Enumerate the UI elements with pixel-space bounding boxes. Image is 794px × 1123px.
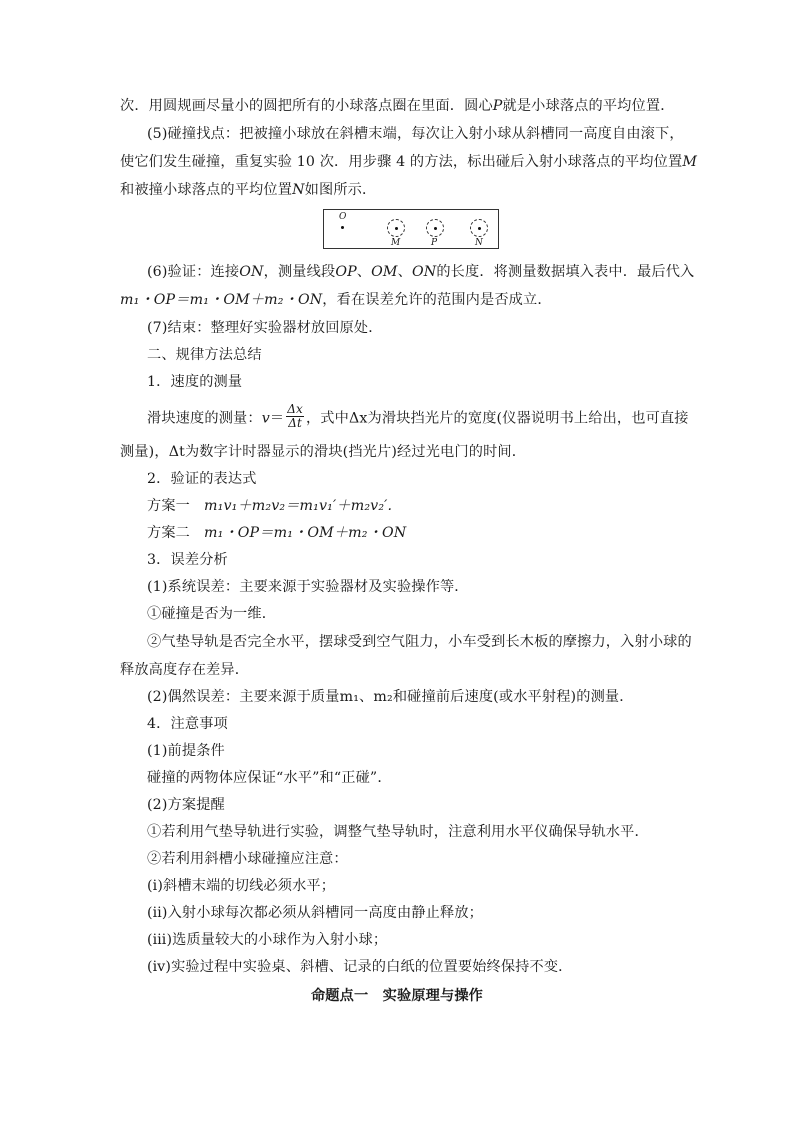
plan-label: 方案一 — [147, 498, 191, 514]
text: 使它们发生碰撞，重复实验 10 次．用步骤 4 的方法，标出碰后入射小球落点的平均位置 — [120, 154, 683, 170]
landing-points-figure — [323, 209, 499, 249]
text: ＝ — [269, 410, 285, 427]
paragraph-line: ①若利用气垫导轨进行实验，调整气垫导轨时，注意利用水平仪确保导轨水平． — [147, 824, 649, 840]
origin-dot — [341, 226, 344, 229]
section-heading: 二、规律方法总结 — [147, 347, 262, 363]
text: 、 — [397, 264, 412, 280]
paragraph-line: (1)前提条件 — [147, 743, 225, 759]
var-OP: OP — [335, 264, 357, 280]
label-M: M — [391, 238, 401, 248]
paragraph-line: (5)碰撞找点：把被撞小球放在斜槽末端，每次让入射小球从斜槽同一高度自由滚下， — [147, 126, 684, 142]
label-P: P — [431, 238, 438, 248]
footer-heading: 命题点一 实验原理与操作 — [310, 988, 484, 1004]
paragraph-line: 碰撞的两物体应保证“水平”和“正碰”． — [147, 770, 392, 786]
paragraph-line — [147, 496, 392, 516]
paragraph-line: (2)偶然误差：主要来源于质量m₁、m₂和碰撞前后速度(或水平射程)的测量． — [147, 689, 634, 705]
paragraph-line — [120, 290, 552, 310]
text: 就是小球落点的平均位置． — [502, 98, 675, 114]
label-N: N — [475, 238, 483, 248]
paragraph-line: ①碰撞是否为一维． — [147, 606, 277, 622]
paragraph-line — [147, 402, 689, 432]
text: ，测量线段 — [263, 264, 336, 280]
text: ，看在误差允许的范围内是否成立． — [322, 292, 552, 308]
text: 、 — [356, 264, 372, 280]
momentum-formula: m₁・OP＝m₁・OM＋m₂・ON — [120, 292, 323, 308]
text: (6)验证：连接 — [147, 264, 240, 280]
subsection-heading: 4．注意事项 — [147, 716, 228, 732]
plan-formula: m₁・OP＝m₁・OM＋m₂・ON — [204, 525, 407, 541]
var-ON: ON — [239, 264, 264, 280]
paragraph-line: (1)系统误差：主要来源于实验器材及实验操作等． — [147, 579, 469, 595]
velocity-fraction — [286, 403, 304, 430]
text: 的长度．将测量数据填入表中．最后代入 — [436, 264, 695, 280]
plan-formula: m₁v₁＋m₂v₂＝m₁v₁′＋m₂v₂′. — [204, 498, 393, 514]
subsection-heading: 2．验证的表达式 — [147, 471, 257, 487]
var-N: N — [292, 182, 305, 198]
var-M: M — [682, 154, 698, 170]
paragraph-line: ②若利用斜槽小球碰撞应注意： — [147, 851, 348, 867]
paragraph-line — [120, 152, 697, 172]
paragraph-line: (7)结束：整理好实验器材放回原处． — [147, 320, 383, 336]
paragraph-line — [147, 262, 694, 282]
var-P: P — [492, 98, 503, 114]
paragraph-line — [147, 523, 406, 543]
plan-label: 方案二 — [147, 525, 191, 541]
var-v: v — [261, 410, 270, 427]
subsection-heading: 3．误差分析 — [147, 552, 228, 568]
text: 和被撞小球落点的平均位置 — [120, 182, 293, 198]
paragraph-line: ②气垫导轨是否完全水平，摆球受到空气阻力，小车受到长木板的摩擦力，入射小球的 — [147, 634, 692, 650]
var-ON: ON — [411, 264, 437, 280]
subsection-heading: 1．速度的测量 — [147, 374, 243, 390]
paragraph-line — [120, 96, 675, 116]
paragraph-line: (2)方案提醒 — [147, 797, 225, 813]
paragraph-line — [120, 180, 376, 200]
fraction-denominator: Δt — [288, 416, 302, 430]
landing-circle-M — [387, 219, 405, 237]
paragraph-line: (ⅳ)实验过程中实验桌、斜槽、记录的白纸的位置要始终保持不变． — [147, 959, 573, 975]
text: 次．用圆规画尽量小的圆把所有的小球落点圈在里面．圆心 — [120, 98, 493, 114]
paragraph-line: (ⅲ)选质量较大的小球作为入射小球； — [147, 932, 388, 948]
landing-circle-P — [426, 219, 444, 237]
label-O: O — [339, 212, 347, 222]
text: 滑块速度的测量： — [147, 410, 262, 427]
paragraph-line: (ⅱ)入射小球每次都必须从斜槽同一高度由静止释放； — [147, 905, 484, 921]
paragraph-line: 测量)，Δt为数字计时器显示的滑块(挡光片)经过光电门的时间． — [120, 444, 527, 460]
fraction-numerator: Δx — [287, 402, 303, 416]
text: ，式中Δx为滑块挡光片的宽度(仪器说明书上给出，也可直接 — [305, 410, 689, 427]
paragraph-line: (ⅰ)斜槽末端的切线必须水平； — [147, 878, 336, 894]
var-OM: OM — [371, 264, 398, 280]
paragraph-line: 释放高度存在差异． — [120, 662, 250, 678]
landing-circle-N — [470, 219, 488, 237]
text: 如图所示． — [304, 182, 377, 198]
